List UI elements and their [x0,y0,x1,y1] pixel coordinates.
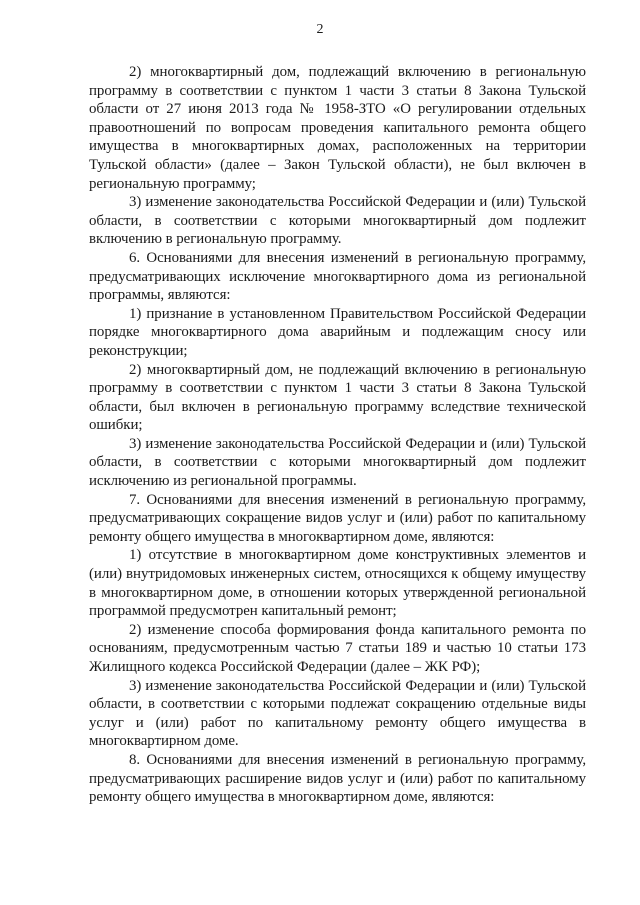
paragraph-item-2-included-house: 2) многоквартирный дом, подлежащий включению в региональную программу в соответствии с пунктом 1 части 3 статьи 8 Закона Тульской области от 27 июня 2013 года № 1958-ЗТО «О регулировании отдельных правоотношений по вопросам проведения капитального ремонта общего имущества в многоквартирных домах, расположенных на территории Тульской области» (далее – Закон Тульской области), не был включен в региональную программу; [89,64,586,192]
paragraph-item-3-legislation-change-reduction: 3) изменение законодательства Российской Федерации и (или) Тульской области, в соответствии с которыми подлежат сокращению отдельные виды услуг и (или) работ по капитальному ремонту общего имущества в многоквартирном доме. [89,677,586,750]
paragraph-item-3-legislation-change-inclusion: 3) изменение законодательства Российской Федерации и (или) Тульской области, в соответствии с которыми многоквартирный дом подлежит включению в региональную программу. [89,194,586,248]
paragraph-item-2-technical-error: 2) многоквартирный дом, не подлежащий включению в региональную программу в соответствии с пунктом 1 части 3 статьи 8 Закона Тульской области, был включен в региональную программу вследствие технической ошибки; [89,361,586,434]
paragraph-section-7-reduction-grounds: 7. Основаниями для внесения изменений в региональную программу, предусматривающих сокращение видов услуг и (или) работ по капитальному ремонту общего имущества в многоквартирном доме, являются: [89,491,586,545]
paragraph-item-3-legislation-change-exclusion: 3) изменение законодательства Российской Федерации и (или) Тульской области, в соответствии с которыми многоквартирный дом подлежит исключению из региональной программы. [89,435,586,490]
document-body [89,63,586,807]
page-number: 2 [316,22,324,37]
paragraph-item-2-fund-method-change: 2) изменение способа формирования фонда капитального ремонта по основаниям, предусмотренным частью 7 статьи 189 и частью 10 статьи 173 Жилищного кодекса Российской Федерации (далее – ЖК РФ); [89,621,586,675]
paragraph-item-1-emergency-recognition: 1) признание в установленном Правительством Российской Федерации порядке многоквартирного дома аварийным и подлежащим сносу или реконструкции; [89,305,586,359]
paragraph-item-1-missing-elements: 1) отсутствие в многоквартирном доме конструктивных элементов и (или) внутридомовых инженерных систем, относящихся к общему имуществу в многоквартирном доме, в отношении которых утвержденной региональной программой предусмотрен капитальный ремонт; [89,547,586,620]
paragraph-section-8-expansion-grounds: 8. Основаниями для внесения изменений в региональную программу, предусматривающих расширение видов услуг и (или) работ по капитальному ремонту общего имущества в многоквартирном доме, являются: [89,751,586,806]
paragraph-section-6-exclusion-grounds: 6. Основаниями для внесения изменений в региональную программу, предусматривающих исключение многоквартирного дома из региональной программы, являются: [89,249,586,304]
